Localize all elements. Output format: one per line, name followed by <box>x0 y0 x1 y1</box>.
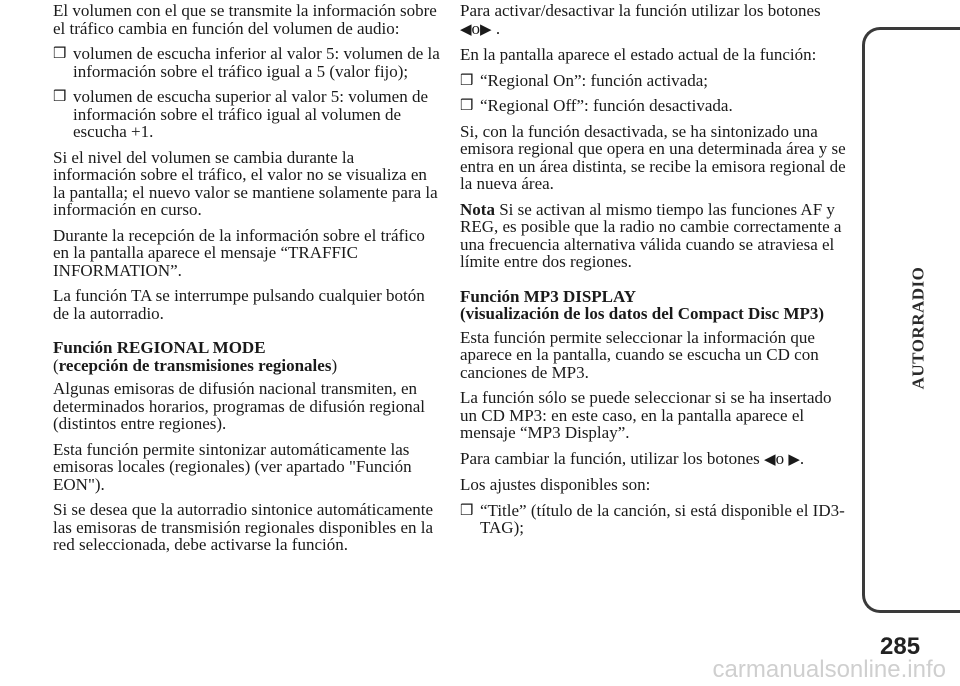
left-column <box>53 2 441 562</box>
note <box>460 201 850 271</box>
left-triangle-icon: ◀ <box>764 449 776 468</box>
check-box-icon: ❒ <box>460 500 474 519</box>
watermark: carmanualsonline.info <box>712 656 946 683</box>
list-item <box>460 97 850 115</box>
paragraph: Durante la recepción de la información sobre el tráfico en la pantalla aparece el mensaje “TRAFFIC INFORMATION”. <box>53 225 425 280</box>
punctuation: . <box>799 448 805 468</box>
list-item-text: volumen de escucha inferior al valor 5: volumen de la información sobre el tráfico igual a 5 (valor fijo); <box>73 44 440 81</box>
paragraph-text: Para cambiar la función, utilizar los botones <box>460 448 760 468</box>
right-column <box>460 2 850 545</box>
list-item <box>53 88 441 141</box>
paragraph-text: Para activar/desactivar la función utilizar los botones <box>460 1 821 20</box>
check-box-icon: ❒ <box>53 44 67 62</box>
chapter-label <box>893 268 943 388</box>
list-item-text: “Title” (título de la canción, si está disponible el ID3-TAG); <box>480 500 845 537</box>
paragraph: La función sólo se puede seleccionar si se ha insertado un CD MP3: en este caso, en la pantalla aparece el mensaje “MP3 Display”. <box>460 388 832 442</box>
section-heading <box>53 339 441 374</box>
paragraph: Los ajustes disponibles son: <box>460 475 651 494</box>
section-subtitle <box>53 357 441 375</box>
list-item <box>460 502 850 537</box>
paragraph <box>460 2 850 38</box>
paren-open: ( <box>53 355 59 375</box>
paragraph: El volumen con el que se transmite la información sobre el tráfico cambia en función del volumen de audio: <box>53 1 437 38</box>
left-triangle-icon: ◀ <box>460 19 472 38</box>
page-number: 285 <box>880 633 921 660</box>
chapter-label-text: AUTORRADIO <box>908 266 928 390</box>
paren-close: ) <box>331 355 338 375</box>
paragraph: Si, con la función desactivada, se ha sintonizado una emisora regional que opera en una determinada área y se entra en un área distinta, se recibe la emisora regional de la nueva área. <box>460 121 846 193</box>
check-box-icon: ❒ <box>460 70 474 89</box>
list-item <box>53 45 441 80</box>
list-item <box>460 72 850 90</box>
punctuation: . <box>495 18 501 38</box>
section-heading <box>460 288 850 323</box>
paragraph: Esta función permite sintonizar automáticamente las emisoras locales (regionales) (ver apartado "Función EON"). <box>53 439 412 494</box>
paragraph: Si se desea que la autorradio sintonice automáticamente las emisoras de transmisión regionales disponibles en la red seleccionada, debe activarse la función. <box>53 500 434 554</box>
conjunction: o <box>471 18 481 38</box>
paragraph: En la pantalla aparece el estado actual de la función: <box>460 45 817 64</box>
conjunction: o <box>775 448 785 468</box>
section-title: Función MP3 DISPLAY <box>460 286 637 306</box>
paragraph: Algunas emisoras de difusión nacional transmiten, en determinados horarios, programas de difusión regional (distintos entre regiones). <box>53 379 426 433</box>
section-subtitle-text: recepción de transmisiones regionales <box>58 355 332 375</box>
paragraph: La función TA se interrumpe pulsando cualquier botón de la autorradio. <box>53 286 425 323</box>
right-triangle-icon: ▶ <box>788 449 800 468</box>
section-title: Función REGIONAL MODE <box>53 338 266 357</box>
right-triangle-icon: ▶ <box>480 19 492 38</box>
paragraph: Esta función permite seleccionar la información que aparece en la pantalla, cuando se escucha un CD con canciones de MP3. <box>460 327 819 382</box>
check-box-icon: ❒ <box>460 96 474 114</box>
list-item-text: volumen de escucha superior al valor 5: volumen de información sobre el tráfico igual al volumen de escucha +1. <box>73 87 428 141</box>
check-box-icon: ❒ <box>53 87 67 105</box>
paragraph <box>460 450 850 469</box>
note-label: Nota <box>460 199 495 219</box>
section-subtitle: (visualización de los datos del Compact Disc MP3) <box>460 304 825 323</box>
paragraph: Si el nivel del volumen se cambia durante la información sobre el tráfico, el valor no se visualiza en la pantalla; el nuevo valor se mantiene solamente para la información en curso. <box>53 147 438 219</box>
list-item-text: “Regional On”: función activada; <box>480 70 708 90</box>
note-text: Si se activan al mismo tiempo las funciones AF y REG, es posible que la radio no cambie correctamente a una frecuencia alternativa válida cuando se atraviesa el límite entre dos regiones. <box>460 199 842 271</box>
list-item-text: “Regional Off”: función desactivada. <box>480 96 733 115</box>
